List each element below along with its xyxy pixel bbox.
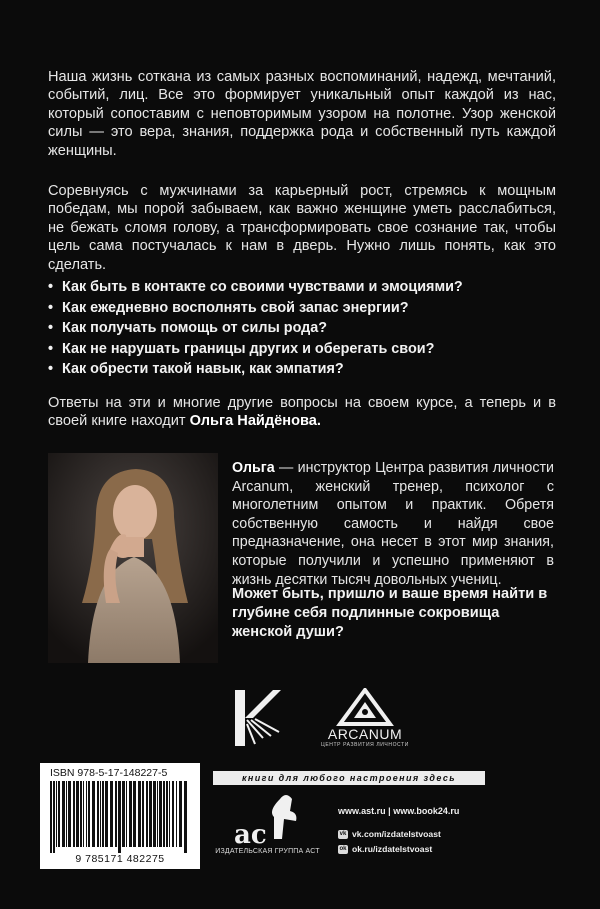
svg-text:ac: ac: [234, 820, 267, 850]
vk-icon: vk: [339, 831, 347, 838]
closing-question: Может быть, пришло и ваше время найти в глубине себя подлинные сокровища женской души?: [232, 586, 548, 640]
isbn-barcode-box: [40, 763, 200, 869]
isbn-label: ISBN 978-5-17-148227-5: [50, 767, 168, 779]
question-list: [48, 277, 568, 380]
ast-logo-icon: [224, 793, 306, 855]
intro-paragraph-1: Наша жизнь соткана из самых разных воспоминаний, надежд, мечтаний, событий, лиц. Все это формирует уникальный опыт каждой из нас, который сопоставим с неповторимым узором на полотне. Узор женской силы — это вера, знания, поддержка рода и собственный путь каждой женщины.: [48, 69, 556, 159]
publisher-k-logo-icon: [233, 688, 283, 748]
arcanum-triangle-icon: [310, 688, 420, 728]
list-item: • Как обрести такой навык, как эмпатия?: [48, 361, 344, 377]
author-photo: [48, 453, 218, 663]
barcode: [48, 781, 192, 853]
arcanum-logo: [310, 688, 420, 748]
vk-link[interactable]: vk vk.com/izdatelstvoast: [339, 829, 441, 839]
bio-name: Ольга: [232, 460, 275, 476]
isbn-digits: 9 785171 482275: [75, 853, 165, 865]
list-item: • Как ежедневно восполнять свой запас энергии?: [48, 299, 409, 316]
tagline-banner: книги для любого настроения здесь: [213, 771, 485, 785]
author-bio: Ольга — инструктор Центра развития личности Arcanum, женский тренер, психолог с многолетним опытом и практик. Обретя собственную самость и найдя свое предназначение, она несет в этот мир знания, которые получили и успешно применяют в жизнь десятки тысяч довольных учениц.: [232, 460, 554, 588]
ok-icon: ok: [339, 846, 347, 853]
answers-paragraph: Ответы на эти и многие другие вопросы на своем курсе, а теперь и в своей книге находит Ольга Найдёнова.: [48, 395, 556, 430]
list-item: • Как быть в контакте со своими чувствами и эмоциями?: [48, 279, 463, 295]
author-name: Ольга Найдёнова.: [189, 413, 321, 430]
list-item: • Как не нарушать границы других и оберегать свои?: [48, 340, 435, 357]
intro-paragraph-2: Соревнуясь с мужчинами за карьерный рост, стремясь к мощным победам, мы порой забываем, как важно женщине уметь расслабиться, не бежать сломя голову, а трансформировать свое сознание так, чтобы цель сама постучалась к нам в дверь. Нужно лишь понять, как это сделать.: [48, 183, 556, 273]
ok-link[interactable]: ok ok.ru/izdatelstvoast: [339, 844, 433, 854]
website-links[interactable]: www.ast.ru | www.book24.ru: [338, 806, 460, 816]
arcanum-subtitle: ЦЕНТР РАЗВИТИЯ ЛИЧНОСТИ: [321, 742, 409, 748]
ast-caption: ИЗДАТЕЛЬСКАЯ ГРУППА АСТ: [215, 848, 320, 855]
list-item: • Как получать помощь от силы рода?: [48, 320, 328, 336]
arcanum-name: ARCANUM: [327, 726, 403, 742]
